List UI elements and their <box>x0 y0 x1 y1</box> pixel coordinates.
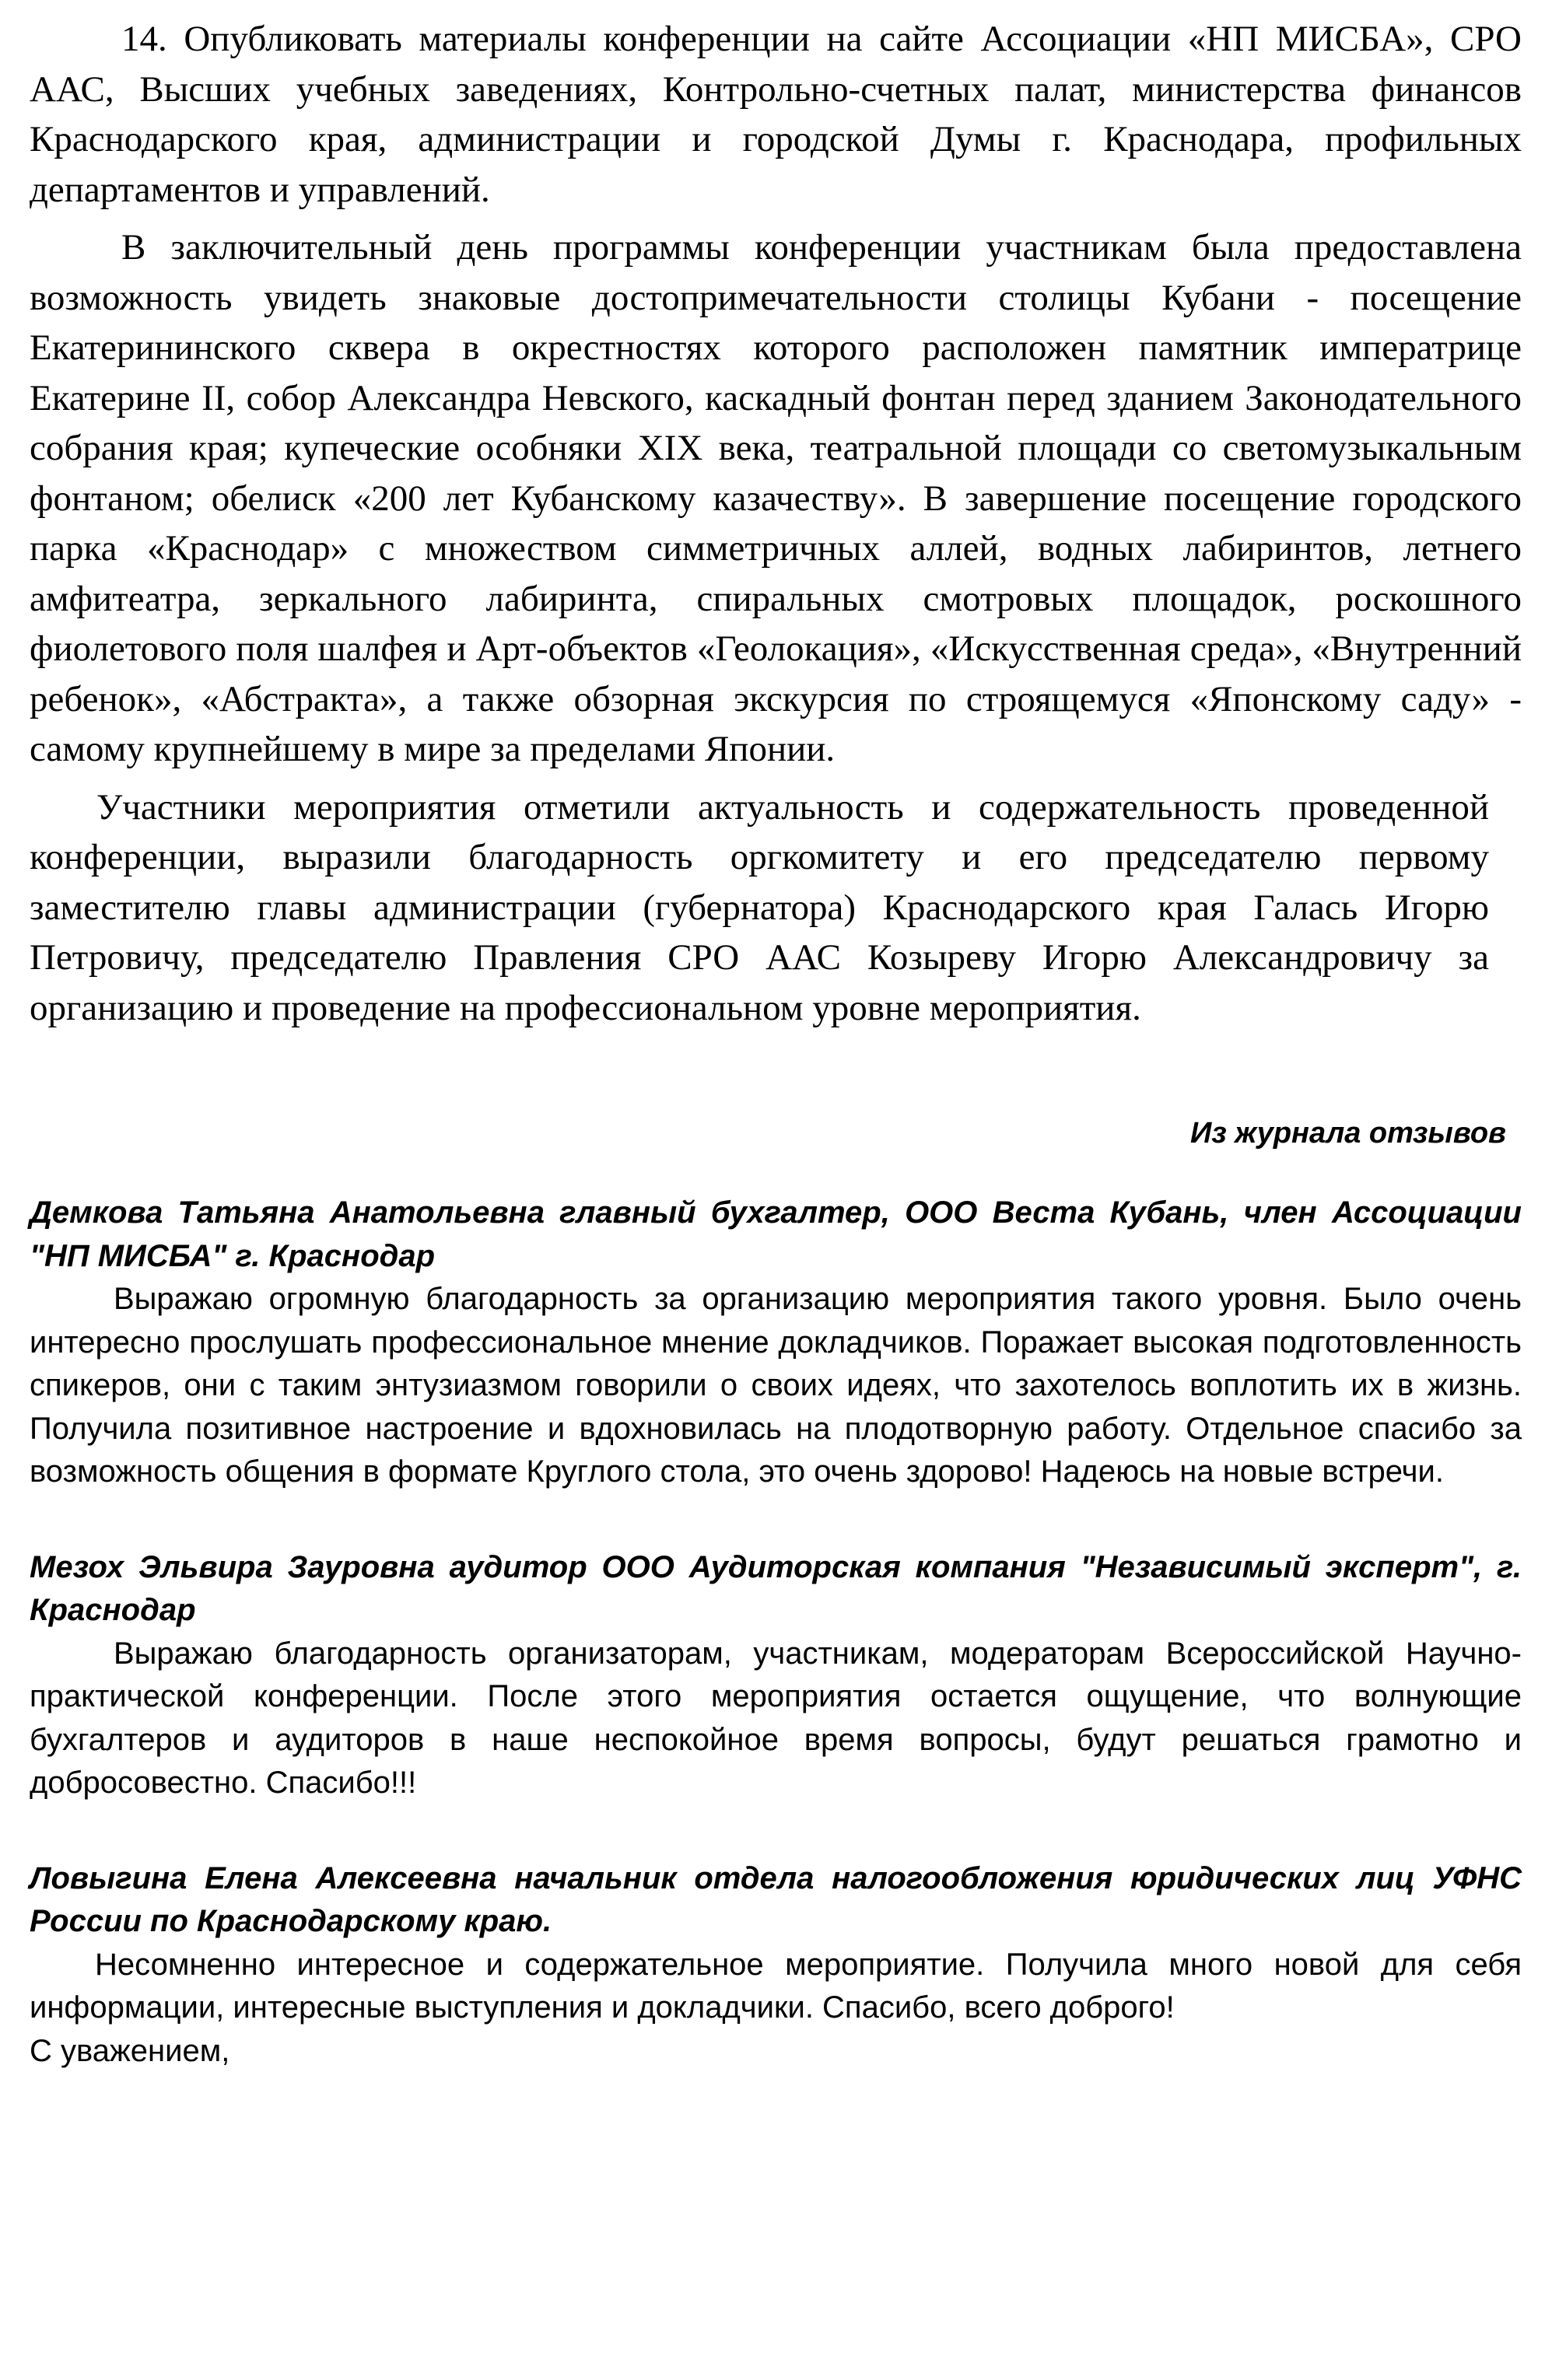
review-closing: С уважением, <box>30 2033 230 2068</box>
paragraph-excursion: В заключительный день программы конференции участникам была предоставлена возможность увидеть знаковые достопримечательности столицы Кубани - посещение Екатерининского сквера в окрестностях которого расположен памятник императрице Екатерине II, собор Александра Невского, каскадный фонтан перед зданием Законодательного собрания края; купеческие особняки XIX века, театральной площади со светомузыкальным фонтаном; обелиск «200 лет Кубанскому казачеству». В завершение посещение городского парка «Краснодар» с множеством симметричных аллей, водных лабиринтов, летнего амфитеатра, зеркального лабиринта, спиральных смотровых площадок, роскошного фиолетового поля шалфея и Арт-объектов «Геолокация», «Искусственная среда», «Внутренний ребенок», «Абстракта», а также обзорная экскурсия по строящемуся «Японскому саду» - самому крупнейшему в мире за пределами Японии. <box>30 227 1522 769</box>
conference-report <box>30 14 1522 1033</box>
reviews-source-label: Из журнала отзывов <box>1189 1117 1506 1150</box>
review-text: Выражаю огромную благодарность за организацию мероприятия такого уровня. Было очень интересно прослушать профессиональное мнение докладчиков. Поражает высокая подготовленность спикеров, они с таким энтузиазмом говорили о своих идеях, что захотелось воплотить их в жизнь. Получила позитивное настроение и вдохновилась на плодотворную работу. Отдельное спасибо за возможность общения в формате Круглого стола, это очень здорово! Надеюсь на новые встречи. <box>30 1282 1522 1489</box>
review-mezokh <box>30 1546 1522 1805</box>
document-page <box>30 14 1522 2073</box>
paragraph-participants-gratitude: Участники мероприятия отметили актуальность и содержательность проведенной конференции, выразили благодарность оргкомитету и его председателю первому заместителю главы администрации (губернатора) Краснодарского края Галась Игорю Петровичу, председателю Правления СРО ААС Козыреву Игорю Александровичу за организацию и проведение на профессиональном уровне мероприятия. <box>30 786 1489 1028</box>
review-demkova <box>30 1192 1522 1494</box>
paragraph-publish-materials: 14. Опубликовать материалы конференции на сайте Ассоциации «НП МИСБА», СРО ААС, Высших учебных заведениях, Контрольно-счетных палат, министерства финансов Краснодарского края, администрации и городской Думы г. Краснодара, профильных департаментов и управлений. <box>30 19 1522 210</box>
review-author: Мезох Эльвира Зауровна аудитор ООО Аудиторская компания "Независимый эксперт", г. Краснодар <box>30 1549 1522 1627</box>
review-text: Несомненно интересное и содержательное мероприятие. Получила много новой для себя информации, интересные выступления и докладчики. Спасибо, всего доброго! <box>30 1947 1522 2025</box>
review-lovygina <box>30 1857 1522 2074</box>
review-author: Демкова Татьяна Анатольевна главный бухгалтер, ООО Веста Кубань, член Ассоциации "НП МИСБА" г. Краснодар <box>30 1195 1522 1273</box>
review-text: Выражаю благодарность организаторам, участникам, модераторам Всероссийской Научно-практической конференции. После этого мероприятия остается ощущение, что волнующие бухгалтеров и аудиторов в наше неспокойное время вопросы, будут решаться грамотно и добросовестно. Спасибо!!! <box>30 1636 1522 1800</box>
review-author: Ловыгина Елена Алексеевна начальник отдела налогообложения юридических лиц УФНС России по Краснодарскому краю. <box>30 1860 1522 1938</box>
